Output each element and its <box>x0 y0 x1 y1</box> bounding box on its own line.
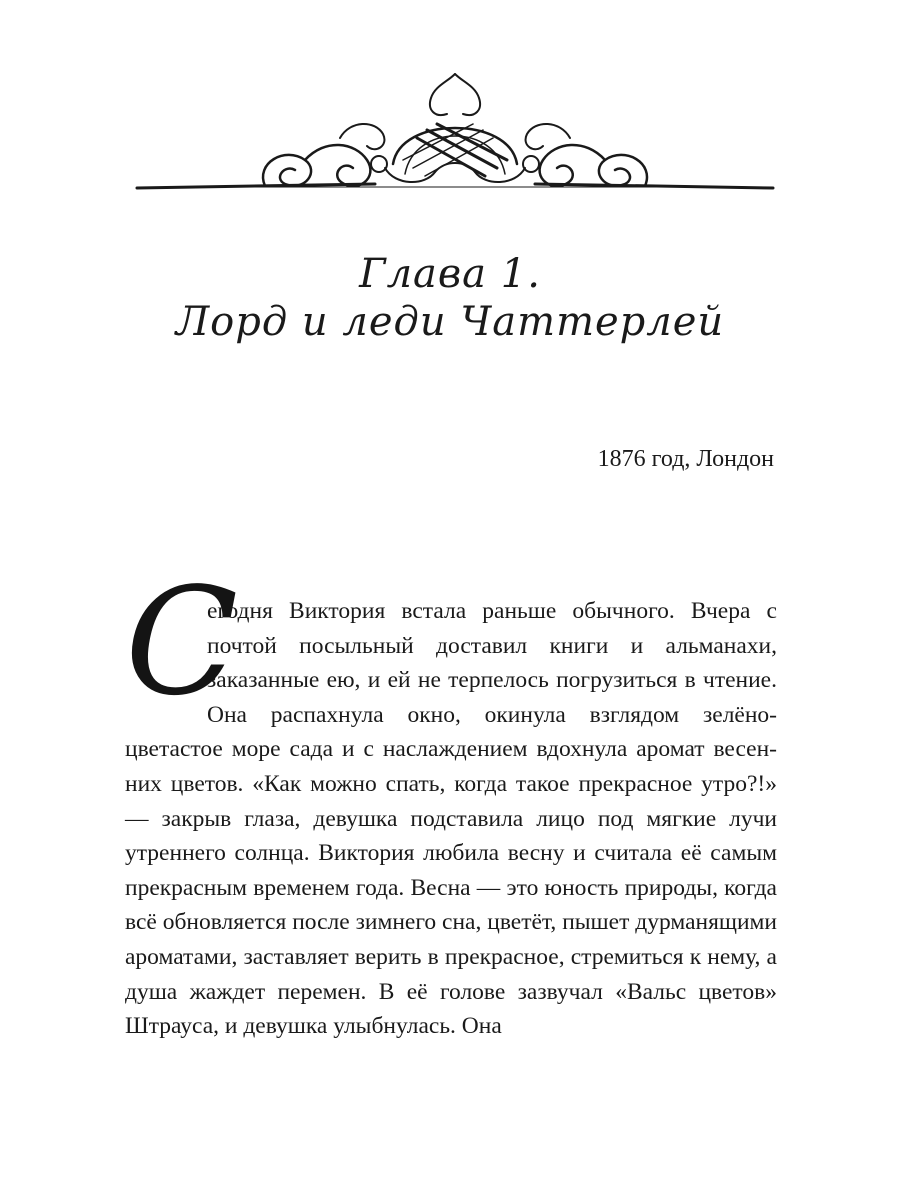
chapter-title <box>0 250 900 346</box>
chapter-number: Глава 1. <box>359 251 541 297</box>
dateline: 1876 год, Лондон <box>597 446 774 472</box>
flourish-ornament-icon <box>135 68 775 208</box>
chapter-name: Лорд и леди Чаттерлей <box>175 299 725 345</box>
paragraph: егодня Виктория встала раньше обычного. Вчера с почтой посыльный доставил книги и альманахи, заказанные ею, и ей не терпелось погрузиться в чтение. Она распахнула окно, окинула взглядом зелёно-цветастое море сада и с наслаждением вдохнула аромат весенних цветов. «Как можно спать, когда такое прекрасное утро?!» — закрыв глаза, девушка подставила лицо под мягкие лучи утреннего солнца. Виктория любила весну и считала её самым прекрасным временем года. Весна — это юность природы, когда всё обновляется после зимнего сна, цветёт, пышет дурманящими ароматами, заставляет верить в прекрасное, стремиться к нему, а душа жаждет перемен. В её голове зазвучал «Вальс цветов» Штрауса, и девушка улыбнулась. Она <box>125 598 777 1040</box>
body-text <box>125 556 777 1044</box>
drop-cap: С <box>125 556 239 728</box>
